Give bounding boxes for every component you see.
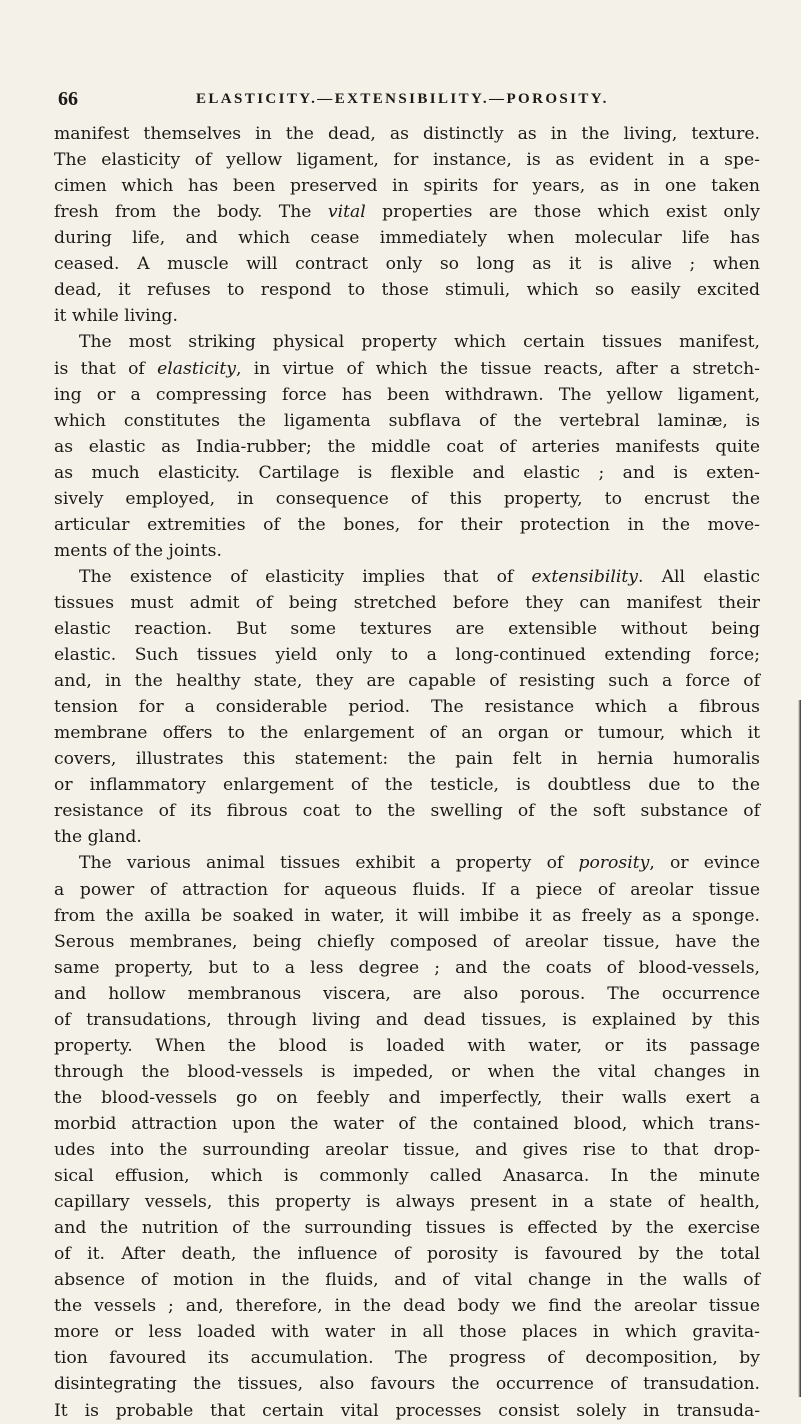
text-line [54,1319,760,1345]
italic-term: elasticity [157,358,236,379]
line-text: or inflammatory enlargement of the testicle, is doubtless due to the [54,775,760,796]
line-text: The most striking physical property which certain tissues manifest, [79,332,760,353]
text-line [79,850,760,876]
text-line [54,1033,760,1059]
line-text: elastic. Such tissues yield only to a long-continued extending force; [54,645,760,665]
line-text: tissues must admit of being stretched before they can manifest their [54,592,760,613]
line-text: is that of [54,358,158,379]
line-text: and the nutrition of the surrounding tissues is effected by the exercise [54,1218,760,1239]
text-line [54,434,760,460]
text-line [54,1215,760,1241]
line-text: udes into the surrounding areolar tissue, and gives rise to that drop- [54,1140,760,1160]
text-line [54,1189,760,1215]
text-line [54,877,760,903]
text-line [54,121,760,147]
text-line [54,590,760,616]
line-text: elastic reaction. But some textures are extensible without being [54,618,760,639]
text-line [54,1267,760,1293]
line-text: It is probable that certain vital processes consist solely in transuda- [54,1400,760,1421]
line-text: through the blood-vessels is impeded, or when the vital changes in [54,1061,760,1082]
text-line [54,303,760,329]
line-text: membrane offers to the enlargement of an organ or tumour, which it [54,723,760,744]
text-line [54,668,760,694]
line-text: which constitutes the ligamenta subflava of the vertebral laminæ, is [54,410,760,431]
line-text: disintegrating the tissues, also favours the occurrence of transudation. [54,1374,760,1395]
line-text: as elastic as India-rubber; the middle coat of arteries manifests quite [54,436,760,457]
text-line [54,512,760,538]
text-line [54,251,760,277]
text-line [54,356,760,382]
text-line [54,199,760,225]
text-line [54,277,760,303]
text-line [54,538,760,564]
line-text: of it. After death, the influence of porosity is favoured by the total [54,1244,760,1265]
line-text: and hollow membranous viscera, are also porous. The occurrence [54,983,760,1004]
line-text-continued: . All elastic [637,566,761,587]
text-line [54,1345,760,1371]
line-text: The elasticity of yellow ligament, for instance, is as evident in a spe- [54,150,760,171]
text-line [54,1371,760,1397]
line-text: capillary vessels, this property is always present in a state of health, [54,1192,760,1212]
text-line [54,1241,760,1267]
text-line [79,564,760,590]
line-text: tension for a considerable period. The resistance which a fibrous [54,697,760,718]
line-text: and, in the healthy state, they are capable of resisting such a force of [54,671,760,692]
text-line [54,382,760,408]
line-text: tion favoured its accumulation. The progress of decomposition, by [54,1348,760,1369]
line-text: manifest themselves in the dead, as distinctly as in the living, texture. [54,124,760,144]
page-number: 66 [58,88,78,110]
line-text: ing or a compressing force has been withdrawn. The yellow ligament, [54,384,760,405]
text-line [54,408,760,434]
line-text-continued: , in virtue of which the tissue reacts, after a stretch- [236,358,760,379]
text-line [54,929,760,955]
line-text: covers, illustrates this statement: the pain felt in hernia humoralis [54,749,760,770]
line-text: absence of motion in the fluids, and of vital change in the walls of [54,1270,760,1291]
line-text: more or less loaded with water in all those places in which gravita- [54,1322,760,1343]
line-text: The existence of elasticity implies that of [79,566,532,587]
text-line [54,1059,760,1085]
italic-term: extensibility [531,566,638,587]
text-line [54,486,760,512]
line-text: sical effusion, which is commonly called Anasarca. In the minute [54,1166,760,1186]
line-text: morbid attraction upon the water of the contained blood, which trans- [54,1113,760,1134]
line-text: fresh from the body. The [54,202,328,223]
line-text: same property, but to a less degree ; and the coats of blood-vessels, [54,957,760,978]
line-text: cimen which has been preserved in spirits for years, as in one taken [54,176,760,197]
line-text: a power of attraction for aqueous fluids. If a piece of areolar tissue [54,879,760,900]
text-line [54,746,760,772]
text-line [54,798,760,824]
italic-term: porosity [578,853,650,874]
text-line [54,1111,760,1137]
text-line [54,1137,760,1163]
text-line [54,772,760,798]
text-line [54,147,760,173]
line-text: from the axilla be soaked in water, it will imbibe it as freely as a sponge. [54,905,760,926]
line-text-continued: properties are those which exist only [365,202,760,223]
page-header [58,88,758,110]
text-line [54,1007,760,1033]
text-line [54,720,760,746]
text-line [54,1293,760,1319]
line-text: ments of the joints. [54,540,222,561]
text-line [54,955,760,981]
text-line [54,903,760,929]
line-text: property. When the blood is loaded with water, or its passage [54,1035,760,1056]
text-line [54,1398,760,1424]
line-text: The various animal tissues exhibit a property of [79,853,579,874]
text-line [54,981,760,1007]
line-text: Serous membranes, being chiefly composed of areolar tissue, have the [54,931,760,952]
line-text: articular extremities of the bones, for their protection in the move- [54,514,760,535]
text-line [54,642,760,668]
line-text-continued: , or evince [649,853,760,874]
text-line [54,824,760,850]
line-text: of transudations, through living and dead tissues, is explained by this [54,1009,760,1030]
line-text: sively employed, in consequence of this property, to encrust the [54,488,760,509]
line-text: ceased. A muscle will contract only so long as it is alive ; when [54,254,760,275]
line-text: it while living. [54,306,179,327]
text-line [54,694,760,720]
line-text: the blood-vessels go on feebly and imperfectly, their walls exert a [54,1087,760,1108]
line-text: as much elasticity. Cartilage is flexible and elastic ; and is exten- [54,462,760,483]
line-text: resistance of its fibrous coat to the swelling of the soft substance of [54,801,760,822]
italic-term: vital [327,202,366,223]
line-text: the gland. [54,827,142,848]
text-line [54,1085,760,1111]
text-line [54,173,760,199]
text-line [54,1163,760,1189]
line-text: during life, and which cease immediately when molecular life has [54,228,760,249]
line-text: dead, it refuses to respond to those stimuli, which so easily excited [54,280,760,301]
text-line [54,616,760,642]
text-line [54,225,760,251]
text-line [79,329,760,355]
text-line [54,460,760,486]
line-text: the vessels ; and, therefore, in the dead body we find the areolar tissue [54,1296,760,1317]
running-title: ELASTICITY.—EXTENSIBILITY.—POROSITY. [196,91,609,107]
